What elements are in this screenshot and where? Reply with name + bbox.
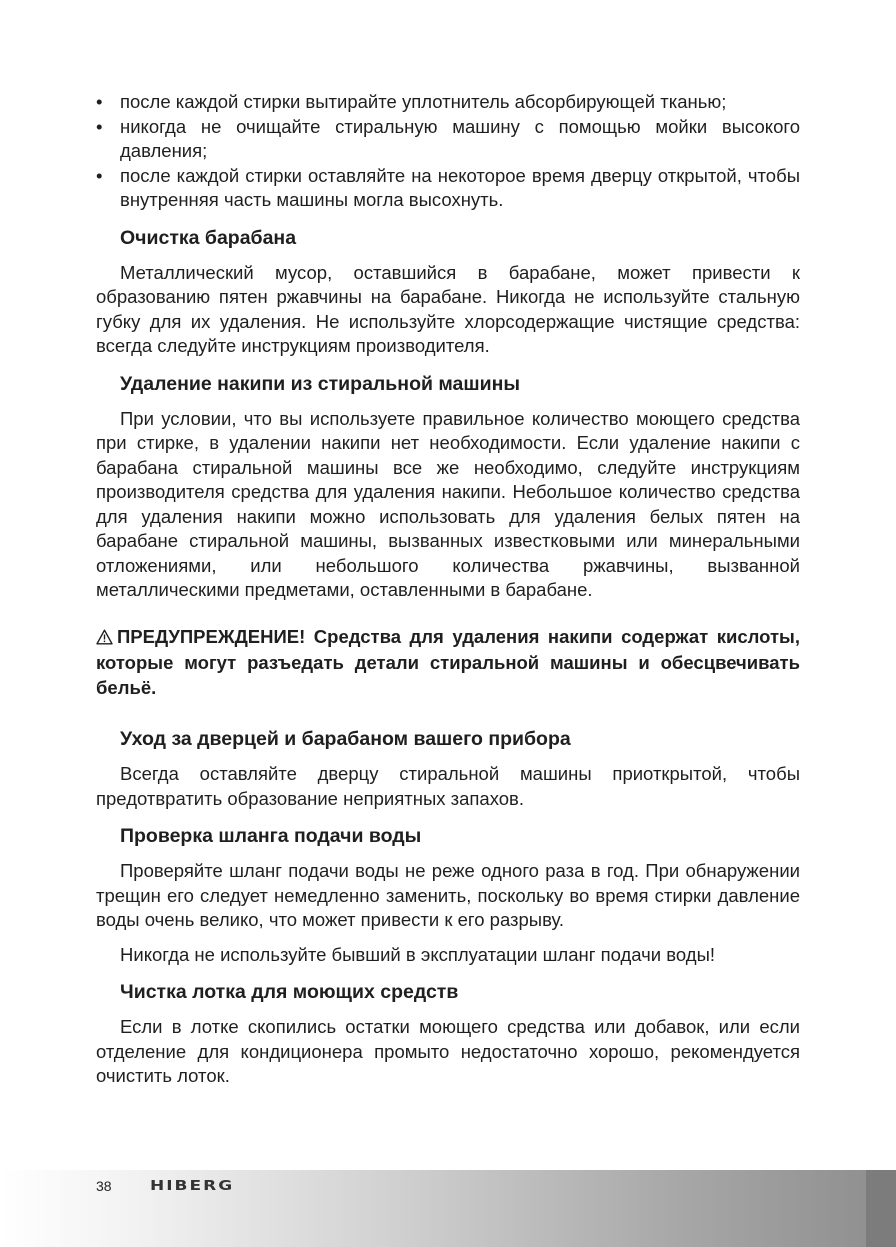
warning-triangle-icon — [96, 627, 113, 652]
paragraph-tray-cleaning: Если в лотке скопились остатки моющего средства или добавок, или если отделение для кондиционера промыто недостаточно хорошо, рекомендуется очистить лоток. — [96, 1016, 800, 1086]
care-bullet-list — [96, 90, 800, 213]
list-item: • после каждой стирки вытирайте уплотнитель абсорбирующей тканью; — [96, 90, 800, 115]
paragraph-drum-cleaning: Металлический мусор, оставшийся в барабане, может привести к образованию пятен ржавчины на барабане. Никогда не используйте стальную губку для их удаления. Не используйте хлорсодержащие чистящие средства: всегда следуйте инструкциям производителя. — [96, 261, 800, 356]
warning-block — [96, 625, 800, 701]
page-number: 38 — [96, 1178, 112, 1194]
footer-edge — [866, 1170, 896, 1247]
list-item: • после каждой стирки оставляйте на некоторое время дверцу открытой, чтобы внутренняя часть машины могла высохнуть. — [96, 164, 800, 213]
list-item: • никогда не очищайте стиральную машину с помощью мойки высокого давления; — [96, 115, 800, 164]
section-title-door-care: Уход за дверцей и барабаном вашего прибора — [120, 728, 571, 750]
warning-text: ПРЕДУПРЕЖДЕНИЕ! Средства для удаления накипи содержат кислоты, которые могут разъедать детали стиральной машины и обесцвечивать бельё. — [96, 625, 800, 698]
paragraph-hose-check: Проверяйте шланг подачи воды не реже одного раза в год. При обнаружении трещин его следует немедленно заменить, поскольку во время стирки давление воды очень велико, что может привести к его разрыву. — [96, 860, 800, 930]
section-title-drum-cleaning: Очистка барабана — [120, 226, 297, 249]
paragraph-hose-warning: Никогда не используйте бывший в эксплуатации шланг подачи воды! — [120, 943, 716, 965]
paragraph-descaling: При условии, что вы используете правильное количество моющего средства при стирке, в удалении накипи нет необходимости. Если удаление накипи с барабана стиральной машины все же необходимо, следуйте инструкциям производителя средства для удаления накипи. Небольшое количество средства для удаления накипи можно использовать для удаления белых пятен на барабане стиральной машины, вызванных известковыми или минеральными отложениями, или небольшого количества ржавчины, вызванной металлическими предметами, оставленными в барабане. — [96, 407, 800, 600]
page-content — [96, 90, 800, 1089]
section-title-tray-cleaning: Чистка лотка для моющих средств — [120, 981, 459, 1003]
footer-bar — [0, 1170, 896, 1247]
paragraph-door-care: Всегда оставляйте дверцу стиральной машины приоткрытой, чтобы предотвратить образование неприятных запахов. — [96, 763, 800, 809]
brand-logo: HIBERG — [150, 1178, 235, 1194]
section-title-descaling: Удаление накипи из стиральной машины — [120, 372, 521, 395]
section-title-hose-check: Проверка шланга подачи воды — [120, 825, 422, 847]
